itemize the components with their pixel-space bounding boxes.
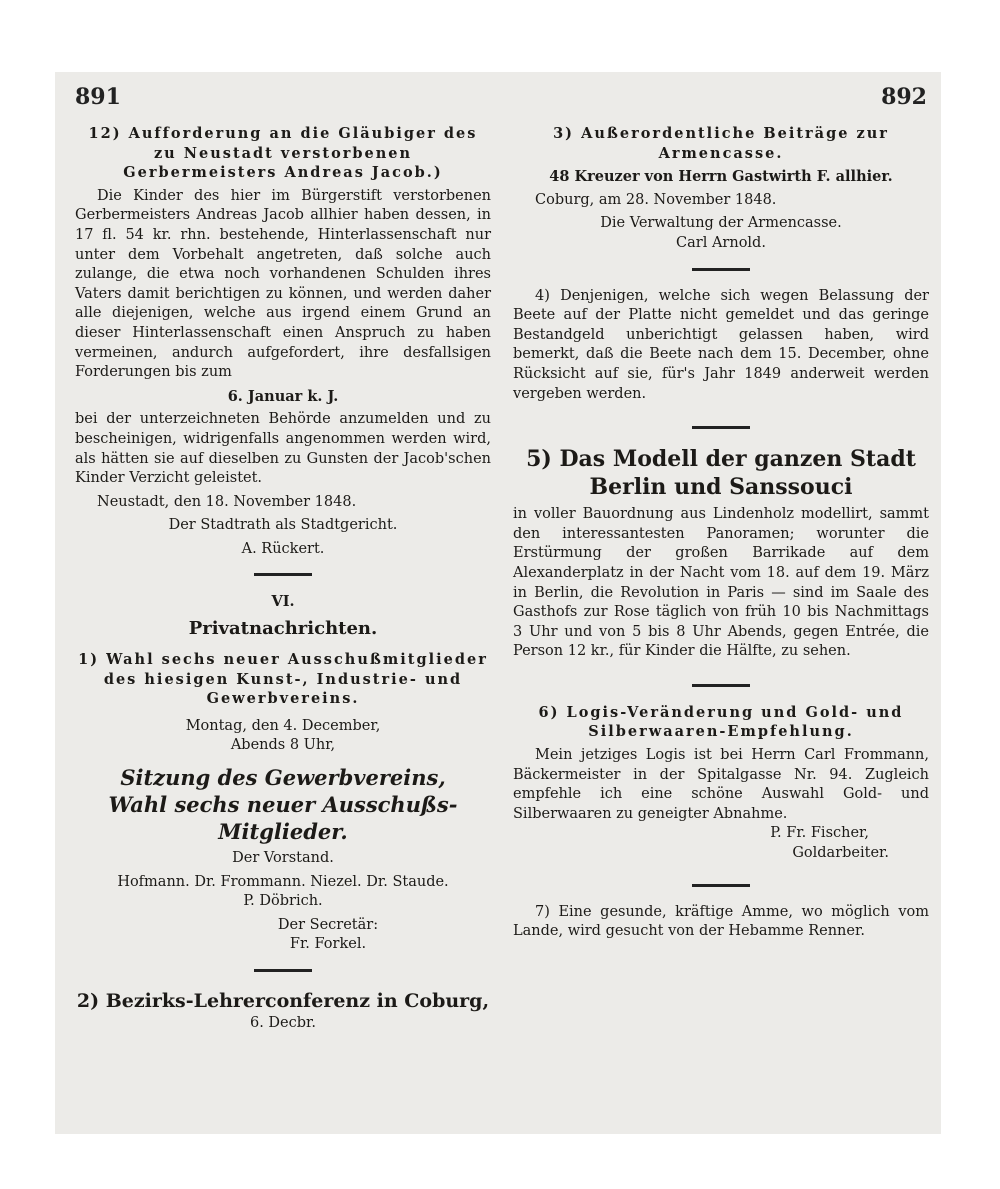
notice-1-secretary: Fr. Forkel. bbox=[289, 936, 367, 953]
section-title: Privatnachrichten. bbox=[188, 618, 378, 640]
section-divider bbox=[692, 884, 750, 887]
section-divider bbox=[692, 684, 750, 687]
page-number-right: 892 bbox=[881, 84, 927, 110]
notice-6-title: 6) Logis-Veränderung und Gold- und Silberwaaren-Empfehlung. bbox=[538, 703, 904, 741]
notice-6-trade: Goldarbeiter. bbox=[792, 845, 889, 862]
notice-6-body: Mein jetziges Logis ist bei Herrn Carl Frommann, Bäckermeister in der Spitalgasse Nr. 94. Zugleich empfehle ich eine schöne Auswahl Gold- und Silberwaaren zu geneigter Abnahme. bbox=[513, 747, 929, 822]
notice-2-title: 2) Bezirks-Lehrerconferenz in Coburg, bbox=[76, 990, 490, 1012]
notice-12-title: 12) Aufforderung an die Gläubiger des zu Neustadt verstorbenen Gerbermeisters Andreas Jacob.) bbox=[88, 125, 478, 182]
newspaper-page bbox=[55, 72, 941, 1134]
notice-1-title: 1) Wahl sechs neuer Ausschußmitglieder des hiesigen Kunst-, Industrie- und Gewerbvereins. bbox=[78, 651, 488, 708]
notice-7-body: 7) Eine gesunde, kräftige Amme, wo möglich vom Lande, wird gesucht von der Hebamme Renner. bbox=[513, 903, 929, 940]
notice-12-place-date: Neustadt, den 18. November 1848. bbox=[97, 493, 357, 510]
notice-5-body: in voller Bauordnung aus Lindenholz modellirt, sammt den interessantesten Panoramen; worunter die Erstürmung der großen Barrikade auf dem Alexanderplatz in der Nacht vom 18. auf dem 19. März in Berlin, die Revolution in Paris — sind im Saale des Gasthofs zur Rose täglich von früh 10 bis Nachmittags 3 Uhr und von 5 bis 8 Uhr Abends, gegen Entrée, die Person 12 kr., für Kinder die Hälfte, zu sehen. bbox=[513, 506, 929, 660]
section-divider bbox=[692, 426, 750, 429]
notice-12-deadline: 6. Januar k. J. bbox=[227, 387, 339, 405]
notice-1-headline-1: Sitzung des Gewerbvereins, bbox=[120, 765, 446, 791]
notice-1-headline-2: Wahl sechs neuer Ausschußs- bbox=[108, 792, 458, 818]
notice-12-signer: A. Rückert. bbox=[241, 540, 325, 557]
notice-1-headline-3: Mitglieder. bbox=[218, 819, 348, 845]
notice-5-title-2: Berlin und Sanssouci bbox=[589, 474, 853, 501]
notice-4-body: 4) Denjenigen, welche sich wegen Belassung der Beete auf der Platte nicht gemeldet und das geringe Bestandgeld unberichtigt gelassen haben, wird bemerkt, daß die Beete nach dem 15. December, ohne Rücksicht auf sie, für's Jahr 1849 anderweit werden vergeben werden. bbox=[513, 287, 929, 402]
section-divider bbox=[254, 969, 312, 972]
notice-1-day: Montag, den 4. December, bbox=[185, 717, 381, 734]
notice-12-body-continued: bei der unterzeichneten Behörde anzumelden und zu bescheinigen, widrigenfalls angenommen werden wird, als hätten sie auf dieselben zu Gunsten der Jacob'schen Kinder Verzicht geleistet. bbox=[75, 411, 491, 487]
notice-12-authority: Der Stadtrath als Stadtgericht. bbox=[168, 517, 398, 534]
page-number-left: 891 bbox=[75, 84, 121, 110]
section-divider bbox=[254, 573, 312, 576]
notice-1-names-2: P. Döbrich. bbox=[243, 893, 323, 910]
notice-3-signer: Carl Arnold. bbox=[676, 234, 766, 251]
notice-5-title-1: 5) Das Modell der ganzen Stadt bbox=[526, 446, 916, 473]
right-column bbox=[513, 124, 929, 942]
notice-12-body: Die Kinder des hier im Bürgerstift verstorbenen Gerbermeisters Andreas Jacob allhier haben dessen, in 17 fl. 54 kr. rhn. bestehende, Hinterlassenschaft nur unter dem Vorbehalt angetreten, daß solche auch zulange, die etwa noch vorhandenen Schulden ihres Vaters damit berichtigen zu können, und werden daher alle diejenigen, welche aus irgend einem Grund an dieser Hinterlassenschaft einen Anspruch zu haben vermeinen, andurch aufgefordert, ihre desfallsigen Forderungen bis zum bbox=[75, 187, 491, 381]
notice-1-board: Der Vorstand. bbox=[232, 850, 334, 867]
notice-2-date: 6. Decbr. bbox=[249, 1015, 316, 1031]
notice-1-secretary-label: Der Secretär: bbox=[277, 916, 379, 933]
notice-3-body: 48 Kreuzer von Herrn Gastwirth F. allhier. bbox=[549, 168, 893, 186]
notice-3-title: 3) Außerordentliche Beiträge zur Armencasse. bbox=[553, 125, 889, 162]
section-divider bbox=[692, 268, 750, 271]
section-numeral: VI. bbox=[271, 593, 295, 611]
notice-6-signer: P. Fr. Fischer, bbox=[770, 825, 869, 842]
notice-1-names: Hofmann. Dr. Frommann. Niezel. Dr. Staude. bbox=[117, 873, 449, 890]
notice-3-place-date: Coburg, am 28. November 1848. bbox=[535, 191, 777, 208]
left-column bbox=[75, 124, 491, 1034]
notice-3-authority: Die Verwaltung der Armencasse. bbox=[600, 215, 842, 232]
notice-1-time: Abends 8 Uhr, bbox=[230, 737, 336, 754]
